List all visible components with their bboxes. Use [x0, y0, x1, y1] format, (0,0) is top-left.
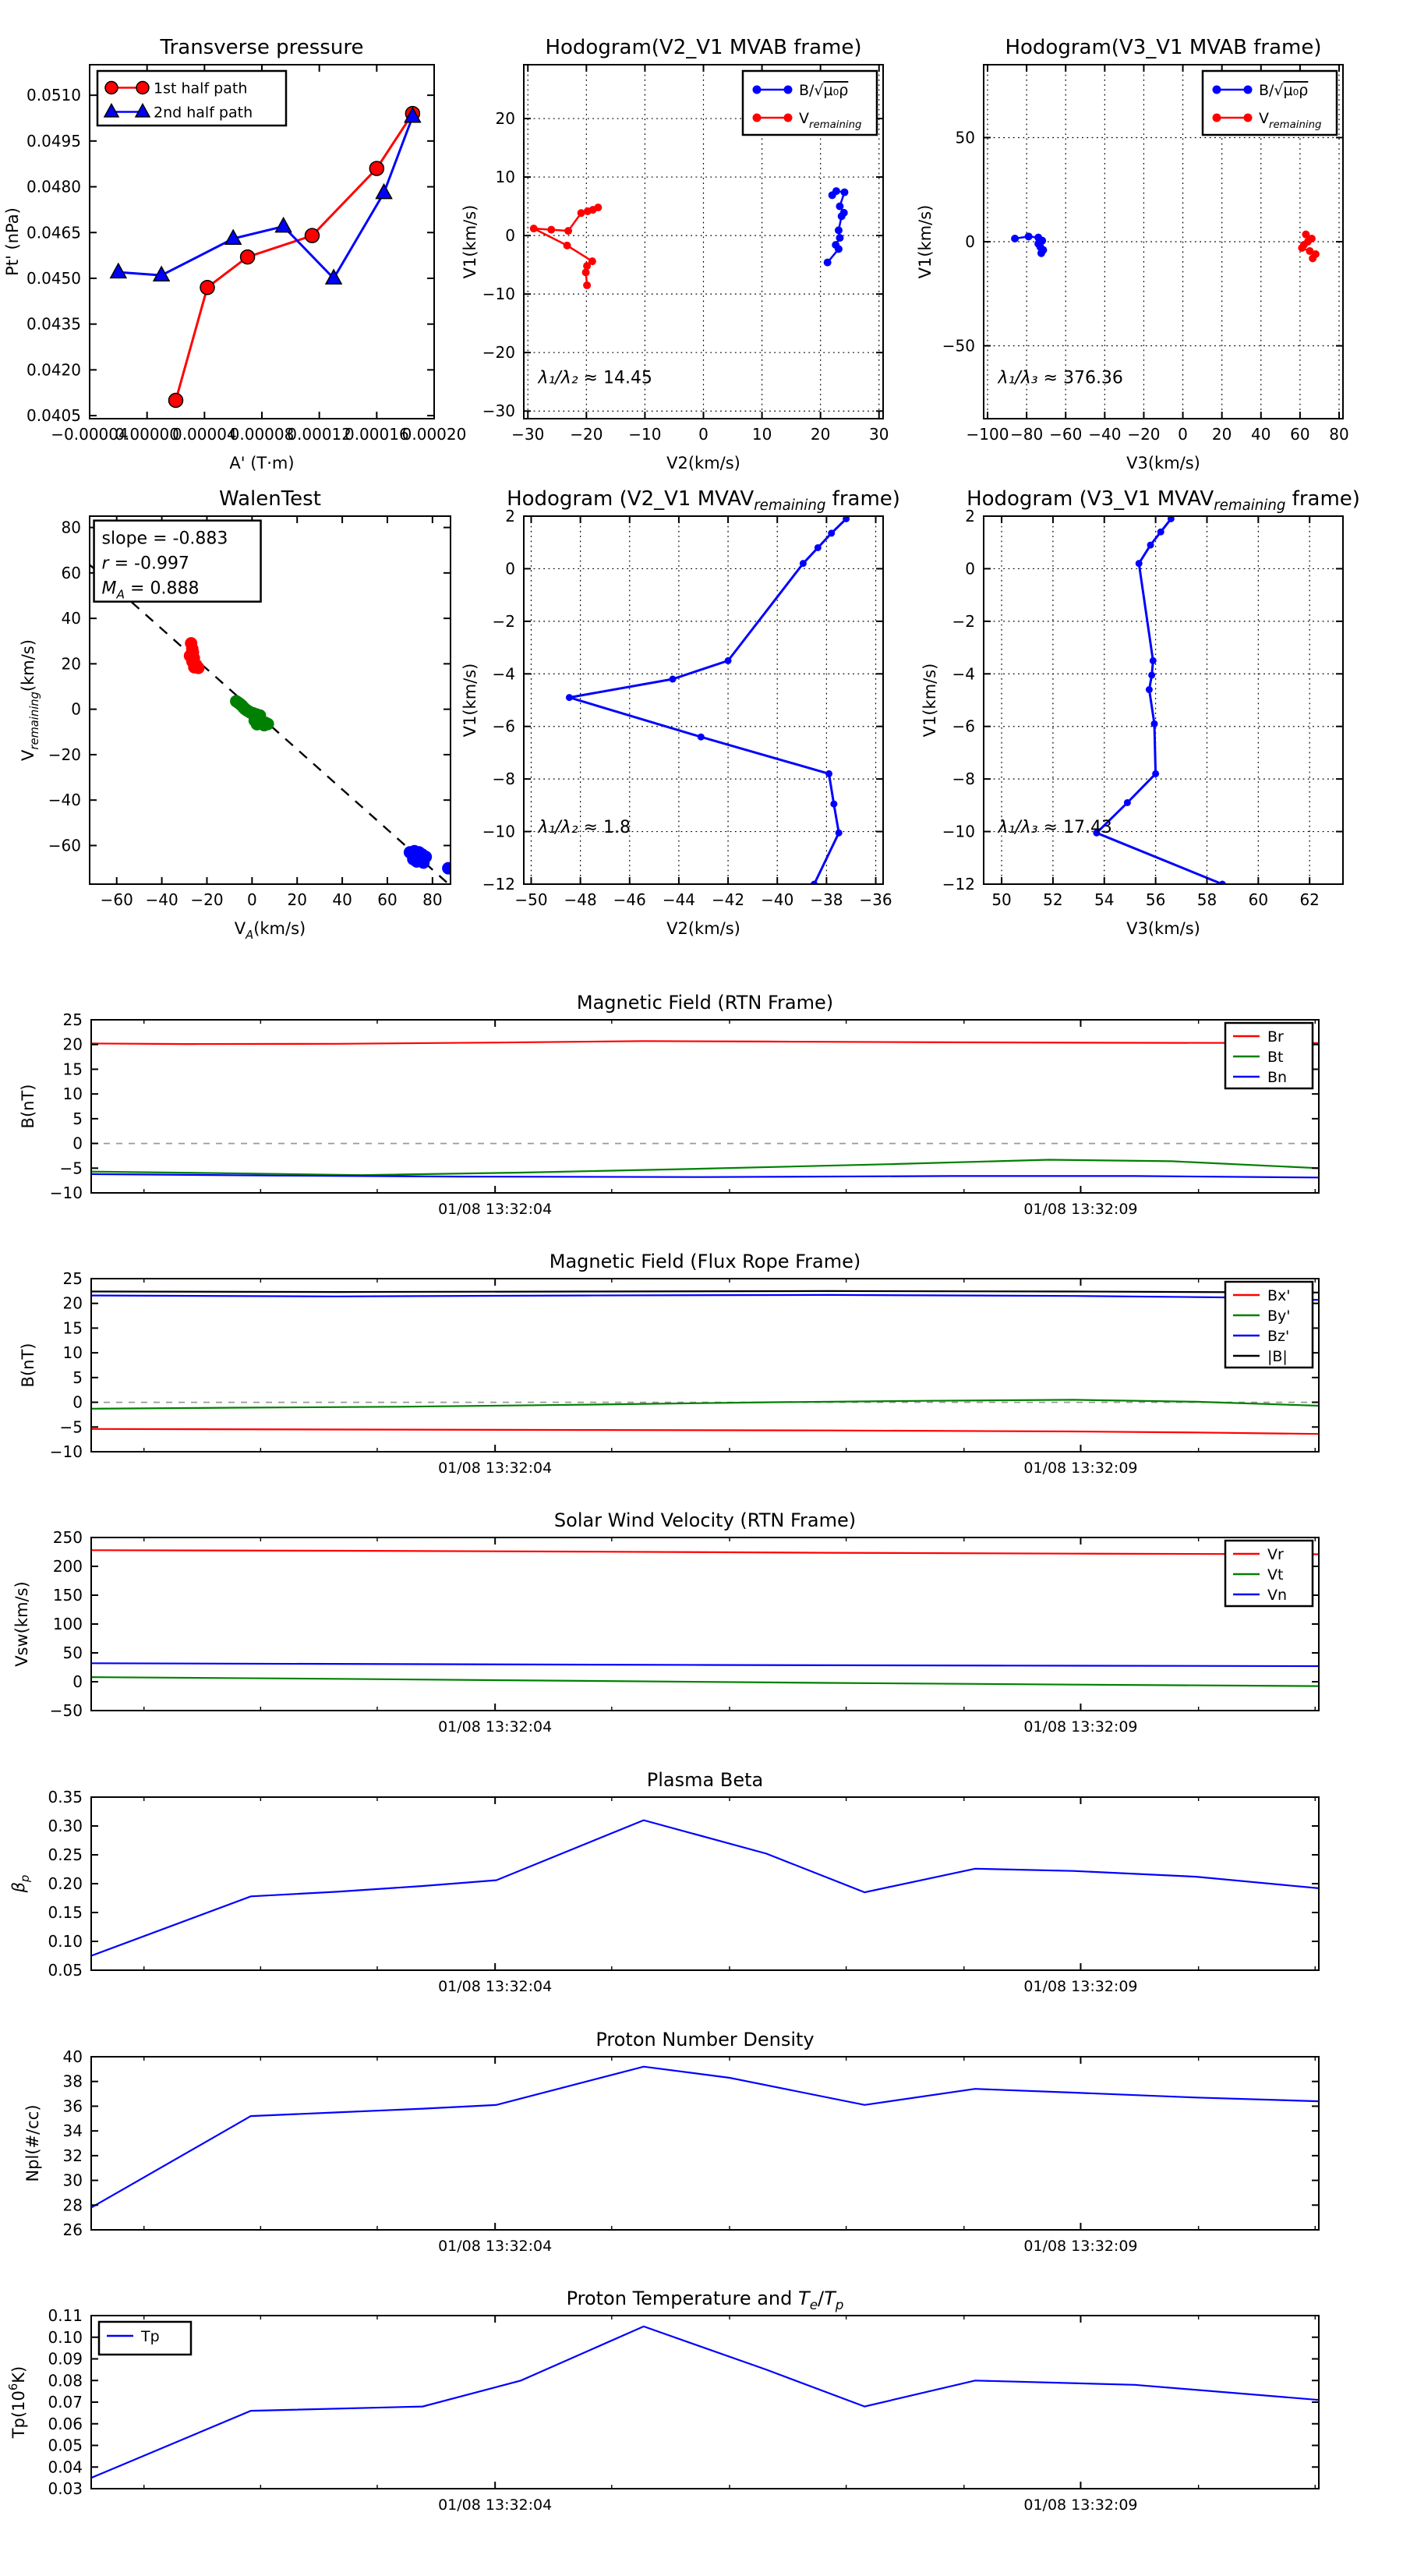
svg-text:−10: −10	[628, 425, 662, 444]
svg-text:0.05: 0.05	[48, 1961, 83, 1980]
svg-text:A' (T·m): A' (T·m)	[229, 454, 295, 472]
svg-text:0: 0	[965, 232, 975, 251]
svg-text:−10: −10	[482, 822, 515, 841]
svg-text:−38: −38	[810, 890, 843, 909]
svg-text:20: 20	[61, 654, 81, 674]
svg-text:Vremaining: $V_{remaining}$	[1259, 110, 1322, 131]
svg-text:200: 200	[52, 1557, 83, 1576]
svg-text:10: 10	[751, 425, 772, 444]
svg-text:By': By'	[1267, 1307, 1291, 1325]
svg-text:V2(km/s): V2(km/s)	[666, 454, 740, 472]
svg-text:20: 20	[810, 425, 831, 444]
svg-text:0.15: 0.15	[48, 1903, 83, 1922]
svg-text:0.10: 0.10	[48, 2327, 83, 2347]
svg-text:−80: −80	[1010, 425, 1044, 444]
svg-text:B(nT): B(nT)	[19, 1343, 37, 1388]
svg-text:−50: −50	[942, 336, 975, 356]
svg-text:Hodogram (V2_V1 MVAVremaining: Hodogram (V2_V1 $MVAV_{remaining}$ frame)	[507, 487, 900, 514]
svg-text:34: 34	[62, 2121, 83, 2141]
svg-text:−6: −6	[492, 717, 515, 736]
svg-text:−100: −100	[966, 425, 1009, 444]
svg-text:λ₁/λ₂ ≈ 14.45: λ₁/λ₂ ≈ 14.45	[538, 368, 652, 388]
svg-text:V1(km/s): V1(km/s)	[461, 663, 479, 738]
svg-text:−20: −20	[1127, 425, 1161, 444]
svg-text:26: 26	[62, 2220, 83, 2239]
svg-text:25: 25	[62, 1269, 83, 1288]
svg-text:01/08 13:32:09: 01/08 13:32:09	[1023, 1978, 1138, 1995]
svg-text:−5: −5	[59, 1417, 83, 1437]
svg-text:−30: −30	[482, 402, 515, 421]
svg-text:0: 0	[72, 1134, 83, 1153]
svg-text:Magnetic Field (Flux Rope Fram: Magnetic Field (Flux Rope Frame)	[549, 1251, 861, 1272]
svg-text:−48: −48	[564, 890, 597, 909]
svg-text:−4: −4	[952, 664, 975, 684]
svg-text:−20: −20	[482, 343, 515, 363]
svg-text:MA = 0.888: $M_A = 0.888$	[101, 579, 200, 602]
svg-text:28: 28	[62, 2196, 83, 2215]
svg-text:V1(km/s): V1(km/s)	[916, 204, 935, 279]
svg-text:40: 40	[1251, 425, 1271, 444]
svg-text:60: 60	[1290, 425, 1310, 444]
svg-text:−5: −5	[59, 1159, 83, 1178]
svg-text:−60: −60	[1049, 425, 1083, 444]
svg-text:0.0405: 0.0405	[27, 406, 81, 426]
svg-text:−8: −8	[492, 770, 515, 789]
svg-text:56: 56	[1145, 890, 1166, 909]
svg-text:Bz': Bz'	[1267, 1328, 1290, 1345]
svg-text:150: 150	[52, 1586, 83, 1605]
svg-text:0.10: 0.10	[48, 1932, 83, 1951]
svg-text:−42: −42	[711, 890, 745, 909]
svg-text:Vn: Vn	[1267, 1587, 1288, 1604]
svg-text:80: 80	[422, 890, 443, 909]
svg-text:36: 36	[62, 2097, 83, 2116]
svg-text:0.03: 0.03	[48, 2479, 83, 2498]
svg-text:20: 20	[62, 1035, 83, 1054]
svg-text:B/√μ₀ρ: B/√μ₀ρ	[799, 82, 849, 99]
svg-text:Bn: Bn	[1267, 1069, 1288, 1086]
svg-text:Transverse pressure: Transverse pressure	[160, 36, 364, 59]
svg-text:15: 15	[62, 1318, 83, 1338]
svg-text:Plasma Beta: Plasma Beta	[646, 1769, 764, 1791]
svg-text:−20: −20	[570, 425, 603, 444]
svg-text:5: 5	[72, 1109, 83, 1128]
svg-text:01/08 13:32:09: 01/08 13:32:09	[1023, 1201, 1138, 1218]
svg-text:01/08 13:32:09: 01/08 13:32:09	[1023, 2496, 1138, 2514]
svg-text:30: 30	[62, 2171, 83, 2190]
svg-text:0.0510: 0.0510	[27, 86, 81, 105]
svg-text:60: 60	[61, 563, 81, 582]
svg-text:−40: −40	[761, 890, 794, 909]
svg-text:0.30: 0.30	[48, 1817, 83, 1835]
svg-text:WalenTest: WalenTest	[219, 487, 321, 511]
svg-text:−30: −30	[511, 425, 545, 444]
svg-text:Hodogram (V3_V1 MVAVremaining: Hodogram (V3_V1 $MVAV_{remaining}$ frame)	[967, 487, 1360, 514]
svg-text:50: 50	[62, 1644, 83, 1662]
svg-text:−36: −36	[859, 890, 892, 909]
svg-text:0: 0	[505, 226, 515, 246]
svg-text:50: 50	[991, 890, 1012, 909]
svg-text:0.05: 0.05	[48, 2436, 83, 2455]
svg-text:−20: −20	[48, 745, 81, 764]
svg-text:Tp: Tp	[141, 2328, 160, 2345]
svg-text:−40: −40	[1088, 425, 1122, 444]
svg-text:20: 20	[1211, 425, 1232, 444]
svg-text:Solar Wind Velocity (RTN Frame: Solar Wind Velocity (RTN Frame)	[553, 1509, 857, 1531]
svg-text:0: 0	[71, 699, 81, 719]
svg-text:λ₁/λ₂ ≈ 1.8: λ₁/λ₂ ≈ 1.8	[538, 817, 631, 837]
svg-text:0: 0	[1178, 425, 1188, 444]
svg-text:62: 62	[1299, 890, 1320, 909]
svg-text:2: 2	[965, 507, 975, 525]
svg-text:100: 100	[52, 1615, 83, 1633]
svg-text:−12: −12	[942, 875, 975, 893]
svg-text:0: 0	[246, 890, 257, 909]
svg-text:−10: −10	[482, 285, 515, 304]
svg-text:−8: −8	[952, 770, 975, 789]
svg-text:50: 50	[955, 128, 975, 147]
svg-text:01/08 13:32:04: 01/08 13:32:04	[438, 1718, 553, 1736]
svg-text:−10: −10	[942, 822, 975, 841]
svg-text:0.0480: 0.0480	[27, 177, 81, 196]
svg-text:Bt: Bt	[1267, 1049, 1284, 1066]
svg-text:01/08 13:32:04: 01/08 13:32:04	[438, 1460, 553, 1477]
svg-text:0.0465: 0.0465	[27, 223, 81, 242]
svg-text:λ₁/λ₃ ≈ 17.43: λ₁/λ₃ ≈ 17.43	[998, 817, 1112, 837]
svg-text:V1(km/s): V1(km/s)	[921, 663, 939, 738]
svg-text:V3(km/s): V3(km/s)	[1126, 919, 1200, 938]
svg-text:10: 10	[495, 168, 515, 187]
svg-text:−40: −40	[145, 890, 178, 909]
svg-text:20: 20	[495, 109, 515, 129]
svg-text:10: 10	[62, 1343, 83, 1363]
svg-text:80: 80	[1329, 425, 1349, 444]
svg-text:V3(km/s): V3(km/s)	[1126, 454, 1200, 472]
svg-text:0.08: 0.08	[48, 2371, 83, 2390]
svg-text:−50: −50	[514, 890, 548, 909]
svg-text:250: 250	[52, 1528, 83, 1547]
svg-text:−40: −40	[48, 791, 81, 810]
svg-text:38: 38	[62, 2072, 83, 2091]
svg-text:0.25: 0.25	[48, 1845, 83, 1864]
svg-text:−60: −60	[48, 836, 81, 855]
svg-text:−46: −46	[613, 890, 646, 909]
svg-text:0.0450: 0.0450	[27, 268, 81, 288]
svg-text:2nd half path: 2nd half path	[154, 104, 253, 122]
svg-text:0.00012: 0.00012	[287, 425, 352, 444]
svg-text:Magnetic Field (RTN Frame): Magnetic Field (RTN Frame)	[576, 992, 834, 1014]
svg-text:0.09: 0.09	[48, 2349, 83, 2369]
svg-text:0.00000: 0.00000	[115, 425, 180, 444]
svg-text:0.00020: 0.00020	[401, 425, 467, 444]
svg-text:0.11: 0.11	[48, 2306, 83, 2325]
svg-text:Bx': Bx'	[1267, 1287, 1291, 1304]
svg-text:0: 0	[965, 559, 975, 579]
svg-text:r = -0.997: r = -0.997	[101, 554, 189, 574]
svg-text:01/08 13:32:09: 01/08 13:32:09	[1023, 1718, 1138, 1736]
svg-text:01/08 13:32:04: 01/08 13:32:04	[438, 2496, 553, 2514]
svg-text:|B|: |B|	[1267, 1348, 1288, 1365]
svg-text:Hodogram(V2_V1 MVAB frame): Hodogram(V2_V1 MVAB frame)	[545, 36, 862, 59]
svg-text:54: 54	[1094, 890, 1115, 909]
svg-text:B/√μ₀ρ: B/√μ₀ρ	[1259, 82, 1309, 99]
svg-text:0.0420: 0.0420	[27, 360, 81, 380]
svg-text:5: 5	[72, 1368, 83, 1387]
svg-text:0.00016: 0.00016	[344, 425, 409, 444]
svg-text:Br: Br	[1267, 1028, 1284, 1046]
svg-text:40: 40	[61, 609, 81, 628]
svg-text:0.07: 0.07	[48, 2393, 83, 2411]
svg-text:01/08 13:32:09: 01/08 13:32:09	[1023, 1460, 1138, 1477]
svg-text:20: 20	[287, 890, 307, 909]
svg-text:−12: −12	[482, 875, 515, 893]
svg-text:25: 25	[62, 1010, 83, 1029]
svg-text:40: 40	[332, 890, 352, 909]
svg-text:−4: −4	[492, 664, 515, 684]
svg-text:−44: −44	[662, 890, 696, 909]
svg-text:B(nT): B(nT)	[19, 1084, 37, 1129]
svg-text:Vremaining(km/s): $V_{remaining}(km/s)$	[19, 639, 41, 761]
svg-text:2: 2	[505, 507, 515, 525]
svg-text:80: 80	[61, 518, 81, 537]
svg-text:01/08 13:32:09: 01/08 13:32:09	[1023, 2238, 1138, 2255]
svg-text:0: 0	[505, 559, 515, 579]
svg-text:Proton Temperature and Te/Tp: Proton Temperature and $T_e/T_p$	[566, 2288, 844, 2312]
svg-text:15: 15	[62, 1060, 83, 1079]
svg-text:0.00008: 0.00008	[229, 425, 295, 444]
svg-text:0.0495: 0.0495	[27, 131, 81, 150]
svg-text:0.06: 0.06	[48, 2414, 83, 2433]
svg-text:0: 0	[72, 1392, 83, 1412]
svg-text:0: 0	[698, 425, 709, 444]
svg-text:V2(km/s): V2(km/s)	[666, 919, 740, 938]
svg-text:Vr: Vr	[1267, 1546, 1284, 1563]
svg-text:52: 52	[1043, 890, 1063, 909]
svg-text:V1(km/s): V1(km/s)	[461, 204, 479, 279]
svg-text:Proton Number Density: Proton Number Density	[595, 2029, 815, 2051]
svg-text:−6: −6	[952, 717, 975, 736]
svg-text:VA(km/s): $V_A(km/s)$	[234, 919, 306, 942]
svg-text:01/08 13:32:04: 01/08 13:32:04	[438, 1201, 553, 1218]
svg-text:λ₁/λ₃ ≈ 376.36: λ₁/λ₃ ≈ 376.36	[998, 368, 1123, 388]
svg-text:60: 60	[1248, 890, 1269, 909]
svg-text:0: 0	[72, 1672, 83, 1691]
svg-text:−2: −2	[952, 611, 975, 631]
svg-text:−50: −50	[49, 1701, 83, 1720]
svg-text:Vremaining: $V_{remaining}$	[799, 110, 862, 131]
svg-text:40: 40	[62, 2047, 83, 2066]
svg-text:βp: $\beta_p$	[9, 1874, 32, 1893]
svg-text:−2: −2	[492, 611, 515, 631]
svg-text:0.20: 0.20	[48, 1874, 83, 1893]
svg-text:10: 10	[62, 1085, 83, 1104]
svg-text:0.00004: 0.00004	[171, 425, 237, 444]
svg-text:58: 58	[1196, 890, 1217, 909]
svg-text:0.0435: 0.0435	[27, 314, 81, 334]
svg-text:Pt' (nPa): Pt' (nPa)	[3, 207, 22, 276]
svg-text:−20: −20	[190, 890, 224, 909]
svg-text:0.04: 0.04	[48, 2457, 83, 2477]
svg-text:60: 60	[377, 890, 398, 909]
svg-text:slope = -0.883: slope = -0.883	[101, 529, 228, 549]
svg-text:20: 20	[62, 1293, 83, 1313]
svg-text:Tp(106K): $Tp(10^6K)$	[7, 2365, 28, 2439]
svg-text:−0.00004: −0.00004	[51, 425, 129, 444]
svg-text:32: 32	[62, 2146, 83, 2165]
svg-text:−10: −10	[49, 1184, 83, 1202]
svg-text:01/08 13:32:04: 01/08 13:32:04	[438, 1978, 553, 1995]
svg-text:01/08 13:32:04: 01/08 13:32:04	[438, 2238, 553, 2255]
svg-text:−60: −60	[100, 890, 133, 909]
svg-text:−10: −10	[49, 1442, 83, 1461]
svg-text:Npl(#/cc): Npl(#/cc)	[23, 2104, 42, 2182]
svg-text:0.35: 0.35	[48, 1788, 83, 1806]
svg-text:30: 30	[869, 425, 889, 444]
svg-text:1st half path: 1st half path	[154, 80, 248, 97]
svg-text:Hodogram(V3_V1 MVAB frame): Hodogram(V3_V1 MVAB frame)	[1005, 36, 1322, 59]
svg-text:Vsw(km/s): Vsw(km/s)	[12, 1581, 31, 1667]
svg-text:Vt: Vt	[1267, 1566, 1284, 1583]
